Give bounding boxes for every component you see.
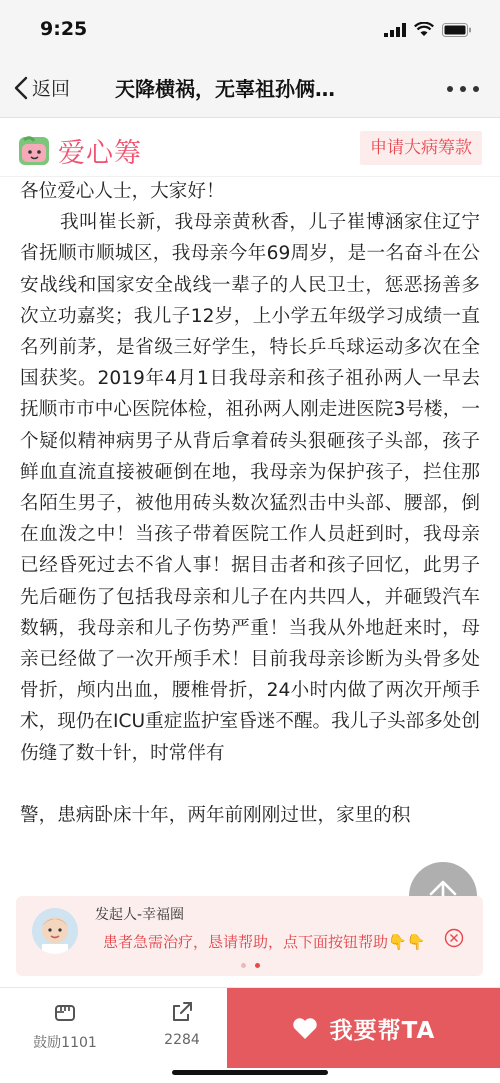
- wifi-icon: [414, 22, 434, 37]
- heart-icon: [292, 1017, 318, 1040]
- bottom-action-bar: [0, 987, 500, 1083]
- article-paragraph: [20, 769, 480, 800]
- more-button[interactable]: [446, 78, 480, 97]
- share-count: 2284: [164, 1032, 200, 1048]
- article-paragraph: 各位爱心人士，大家好！: [20, 181, 225, 202]
- notice-close-button[interactable]: [444, 928, 464, 952]
- notice-text: 患者急需治疗，恳请帮助，点下面按钮帮助👇👇: [103, 933, 426, 951]
- help-label: 我要帮TA: [329, 1017, 436, 1044]
- encourage-button[interactable]: [20, 1000, 110, 1052]
- share-icon: [170, 1000, 194, 1024]
- notice-label: 发起人-幸福圈: [95, 907, 185, 923]
- logo-text: 爱心筹: [58, 138, 142, 169]
- page-title: 天降横祸，无辜祖孙俩…: [115, 77, 335, 101]
- more-icon: [446, 85, 480, 93]
- fist-icon: [53, 1000, 77, 1024]
- signal-icon: [384, 23, 406, 37]
- logo: [18, 131, 142, 170]
- help-button[interactable]: [227, 988, 500, 1068]
- article-body: [20, 176, 480, 976]
- status-icons: [384, 22, 472, 37]
- back-button[interactable]: [12, 74, 70, 101]
- brand-bar: [0, 119, 500, 177]
- encourage-label: 鼓励1101: [33, 1035, 97, 1051]
- close-icon: [444, 928, 464, 948]
- nav-bar: [0, 58, 500, 118]
- status-time: 9:25: [40, 18, 88, 40]
- carousel-dot-active: [255, 963, 260, 968]
- article-paragraph: 警，患病卧床十年，两年前刚刚过世，家里的积: [20, 805, 411, 827]
- home-indicator: [172, 1070, 328, 1075]
- carousel-dots: [241, 963, 260, 968]
- logo-icon: [18, 134, 52, 168]
- battery-icon: [442, 23, 472, 37]
- share-button[interactable]: [137, 1000, 227, 1048]
- carousel-dot: [241, 963, 246, 968]
- article-paragraph: 我叫崔长新，我母亲黄秋香，儿子崔博涵家住辽宁省抚顺市顺城区，我母亲今年69周岁，是一名奋斗在公安战线和国家安全战线一辈子的人民卫士，惩恶扬善多次立功嘉奖；我儿子12岁，上小学五年级学习成绩一直名列前茅，是省级三好学生，特长乒乓球运动多次在全国获奖。2019年4月1日我母亲和孩子祖孙两人一早去抚顺市市中心医院体检，祖孙两人刚走进医院3号楼，一个疑似精神病男子从背后拿着砖头狠砸孩子头部，孩子鲜血直流直接被砸倒在地，我母亲为保护孩子，拦住那名陌生男子，被他用砖头数次猛烈击中头部、腰部，倒在血泼之中！当孩子带着医院工作人员赶到时，我母亲已经昏死过去不省人事！据目击者和孩子回忆，此男子先后砸伤了包括我母亲和儿子在内共四人，并砸毁汽车数辆，我母亲和儿子伤势严重！当我从外地赶来时，母亲已经做了一次开颅手术！目前我母亲诊断为头骨多处骨折，颅内出血，腰椎骨折，24小时内做了两次开颅手术，现仍在ICU重症监护室昏迷不醒。我儿子头部多处创伤缝了数十针，时常伴有: [20, 212, 480, 764]
- avatar: [32, 908, 78, 954]
- back-label: 返回: [32, 78, 71, 100]
- apply-fundraising-button[interactable]: 申请大病筹款: [360, 131, 482, 165]
- chevron-left-icon: [12, 76, 30, 100]
- status-bar: [0, 0, 500, 58]
